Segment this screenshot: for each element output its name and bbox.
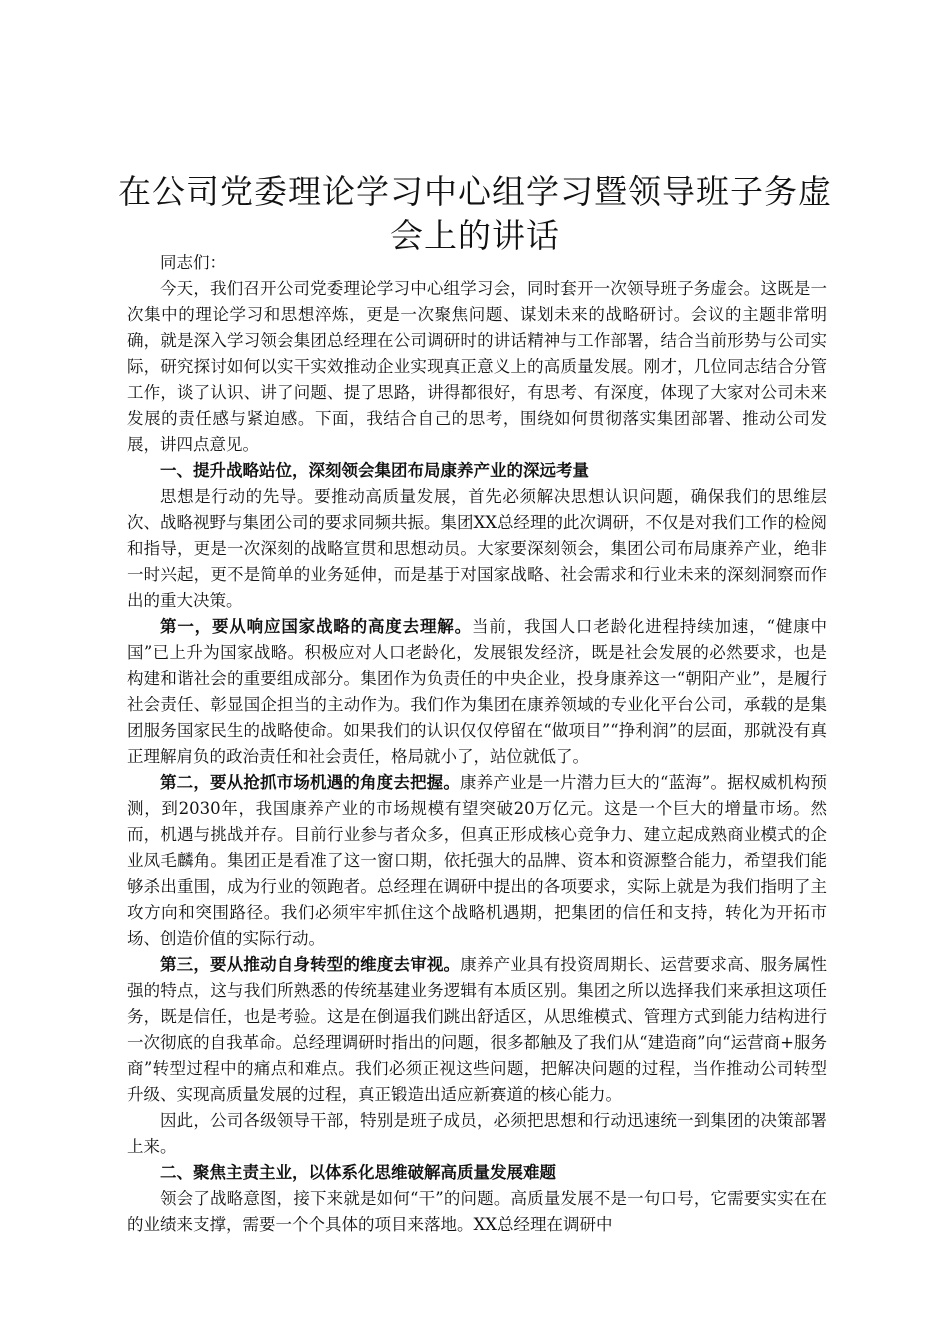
section1-paragraph: 思想是行动的先导。要推动高质量发展，首先必须解决思想认识问题，确保我们的思维层次、战略视野与集团公司的要求同频共振。集团XX总经理的此次调研，不仅是对我们工作的检阅和指导，更是一次深刻的战略宣贯和思想动员。大家要深刻领会，集团公司布局康养产业，绝非一时兴起，更不是简单的业务延伸，而是基于对国家战略、社会需求和行业未来的深刻洞察而作出的重大决策。	[127, 487, 827, 610]
section-heading-1: 一、提升战略站位，深刻领会集团布局康养产业的深远考量	[160, 461, 589, 480]
salutation: 同志们：	[160, 253, 226, 272]
point1-paragraph	[127, 614, 827, 770]
section1-conclusion: 因此，公司各级领导干部，特别是班子成员，必须把思想和行动迅速统一到集团的决策部署上来。	[127, 1111, 827, 1156]
point1-text: 当前，我国人口老龄化进程持续加速，“健康中国”已上升为国家战略。积极应对人口老龄化，发展银发经济，既是社会发展的必然要求，也是构建和谐社会的重要组成部分。集团作为负责任的中央企业，投身康养这一“朝阳产业”，是履行社会责任、彰显国企担当的主动作为。我们作为集团在康养领域的专业化平台公司，承载的是集团服务国家民生的战略使命。如果我们的认识仅仅停留在“做项目”“挣利润”的层面，那就没有真正理解肩负的政治责任和社会责任，格局就小了，站位就低了。	[127, 617, 828, 766]
point3-paragraph	[127, 952, 827, 1108]
point2-text: 康养产业是一片潜力巨大的“蓝海”。据权威机构预测，到2030年，我国康养产业的市场规模有望突破20万亿元。这是一个巨大的增量市场。然而，机遇与挑战并存。目前行业参与者众多，但真正形成核心竞争力、建立起成熟商业模式的企业凤毛麟角。集团正是看准了这一窗口期，依托强大的品牌、资本和资源整合能力，希望我们能够杀出重围，成为行业的领跑者。总经理在调研中提出的各项要求，实际上就是为我们指明了主攻方向和突围路径。我们必须牢牢抓住这个战略机遇期，把集团的信任和支持，转化为开拓市场、创造价值的实际行动。	[127, 773, 827, 948]
point1-lead: 第一，要从响应国家战略的高度去理解。	[160, 617, 472, 636]
point3-text: 康养产业具有投资周期长、运营要求高、服务属性强的特点，这与我们所熟悉的传统基建业务逻辑有本质区别。集团之所以选择我们来承担这项任务，既是信任，也是考验。这是在倒逼我们跳出舒适区，从思维模式、管理方式到能力结构进行一次彻底的自我革命。总经理调研时指出的问题，很多都触及了我们从“建造商”向“运营商+服务商”转型过程中的痛点和难点。我们必须正视这些问题，把解决问题的过程，当作推动公司转型升级、实现高质量发展的过程，真正锻造出适应新赛道的核心能力。	[127, 955, 828, 1104]
point3-lead: 第三，要从推动自身转型的维度去审视。	[160, 955, 461, 974]
point2-paragraph	[127, 770, 827, 952]
document-body	[127, 250, 827, 1238]
document-title: 在公司党委理论学习中心组学习暨领导班子务虚会上的讲话	[118, 172, 832, 255]
intro-paragraph: 今天，我们召开公司党委理论学习中心组学习会，同时套开一次领导班子务虚会。这既是一次集中的理论学习和思想淬炼，更是一次聚焦问题、谋划未来的战略研讨。会议的主题非常明确，就是深入学习领会集团总经理在公司调研时的讲话精神与工作部署，结合当前形势与公司实际，研究探讨如何以实干实效推动企业实现真正意义上的高质量发展。刚才，几位同志结合分管工作，谈了认识、讲了问题、提了思路，讲得都很好，有思考、有深度，体现了大家对公司未来发展的责任感与紧迫感。下面，我结合自己的思考，围绕如何贯彻落实集团部署、推动公司发展，讲四点意见。	[127, 279, 827, 454]
section2-paragraph: 领会了战略意图，接下来就是如何“干”的问题。高质量发展不是一句口号，它需要实实在在的业绩来支撑，需要一个个具体的项目来落地。XX总经理在调研中	[127, 1189, 827, 1234]
section-heading-2: 二、聚焦主责主业，以体系化思维破解高质量发展难题	[160, 1163, 556, 1182]
point2-lead: 第二，要从抢抓市场机遇的角度去把握。	[160, 773, 460, 792]
